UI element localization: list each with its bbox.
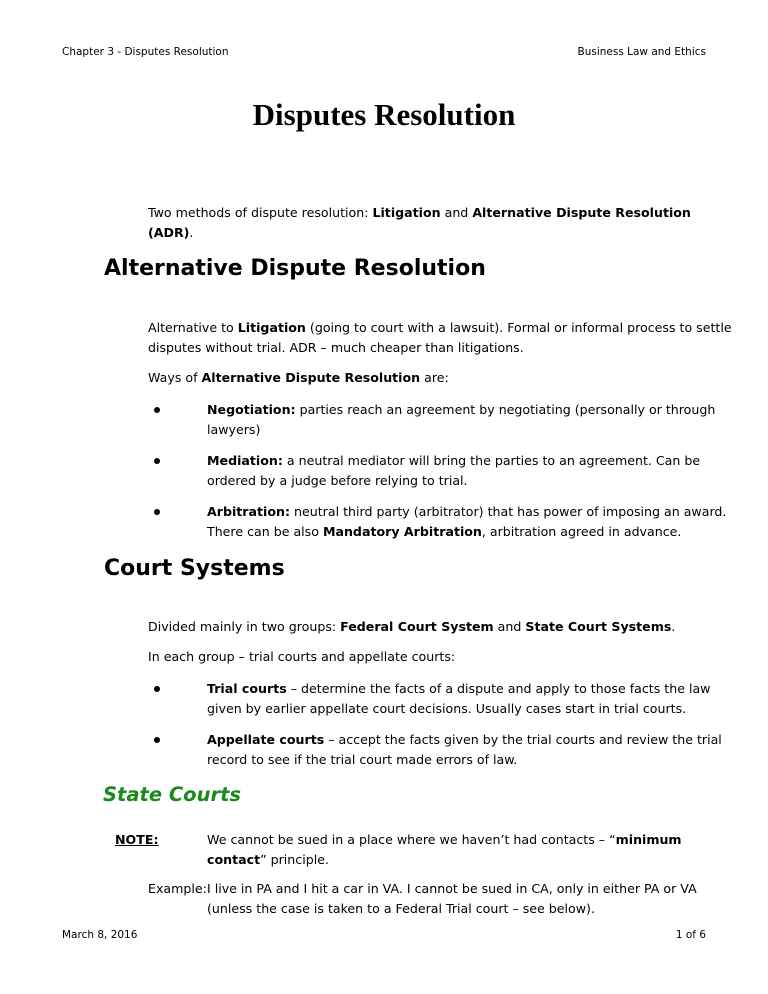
text: Two methods of dispute resolution: [148, 205, 373, 220]
term: Trial courts [207, 681, 287, 696]
text: – determine the facts of a dispute and apply to those facts the law [286, 681, 711, 696]
term-adr-abbr: (ADR) [148, 224, 190, 240]
text: ordered by a judge before relying to trial. [207, 472, 468, 488]
section-heading-court-systems: Court Systems [104, 556, 285, 581]
header-chapter: Chapter 3 - Disputes Resolution [62, 46, 229, 58]
bullet-icon [154, 737, 160, 743]
text: given by earlier appellate court decisions. Usually cases start in trial courts. [207, 700, 687, 716]
text: We cannot be sued in a place where we haven’t had contacts – “ [207, 832, 616, 847]
note-text [207, 830, 682, 869]
bullet-icon [154, 407, 160, 413]
text: I live in PA and I hit a car in VA. I cannot be sued in CA, only in either PA or VA [207, 881, 697, 896]
bullet-icon [154, 458, 160, 464]
term: Mandatory Arbitration [322, 523, 482, 539]
term: Litigation [237, 320, 306, 335]
list-item-mediation [207, 451, 700, 490]
footer-date: March 8, 2016 [62, 929, 138, 941]
text: a neutral mediator will bring the parties to an agreement. Can be [282, 453, 701, 468]
term: Negotiation: [207, 402, 296, 417]
text: neutral third party (arbitrator) that has power of imposing an award. [290, 504, 727, 519]
term: contact [207, 851, 261, 867]
term: State Court Systems [525, 619, 672, 634]
court-each: In each group – trial courts and appellate courts: [148, 649, 456, 664]
header-course: Business Law and Ethics [577, 46, 706, 58]
list-item-arbitration [207, 502, 726, 541]
bullet-icon [154, 686, 160, 692]
bullet-icon [154, 509, 160, 515]
list-item-trial-courts [207, 679, 710, 718]
text: . [671, 619, 676, 634]
example-label: Example: [148, 881, 207, 896]
footer-page-number: 1 of 6 [675, 929, 706, 941]
text: . [189, 224, 194, 240]
section-heading-adr: Alternative Dispute Resolution [104, 256, 486, 281]
note-label [115, 830, 158, 850]
text: disputes without trial. ADR – much cheaper than litigations. [148, 339, 524, 355]
text: record to see if the trial court made errors of law. [207, 751, 518, 767]
text: and [493, 619, 526, 634]
court-divided [148, 617, 675, 637]
text: (unless the case is taken to a Federal Trial court – see below). [207, 900, 595, 916]
adr-paragraph [148, 318, 732, 357]
text: and [440, 205, 473, 220]
note-label-text: NOTE: [115, 832, 159, 847]
text: lawyers) [207, 421, 261, 437]
term: Arbitration: [207, 504, 291, 519]
text: There can be also [207, 523, 323, 539]
text: , arbitration agreed in advance. [481, 523, 682, 539]
subsection-heading-state-courts: State Courts [103, 783, 241, 806]
term: minimum [615, 832, 682, 847]
text: parties reach an agreement by negotiating (personally or through [295, 402, 716, 417]
adr-ways [148, 368, 449, 388]
text: Ways of [148, 370, 202, 385]
text: – accept the facts given by the trial courts and review the trial [324, 732, 722, 747]
term: Alternative Dispute Resolution [201, 370, 421, 385]
list-item-appellate-courts [207, 730, 722, 769]
term: Federal Court System [340, 619, 494, 634]
term: Appellate courts [207, 732, 325, 747]
page-title: Disputes Resolution [252, 97, 516, 132]
term: Mediation: [207, 453, 283, 468]
text: Divided mainly in two groups: [148, 619, 341, 634]
list-item-negotiation [207, 400, 715, 439]
text: are: [420, 370, 449, 385]
intro-paragraph [148, 203, 691, 242]
text: (going to court with a lawsuit). Formal or informal process to settle [305, 320, 732, 335]
term-litigation: Litigation [372, 205, 441, 220]
text: ” principle. [260, 851, 329, 867]
term-adr: Alternative Dispute Resolution [472, 205, 691, 220]
text: Alternative to [148, 320, 238, 335]
example-text [207, 879, 697, 918]
